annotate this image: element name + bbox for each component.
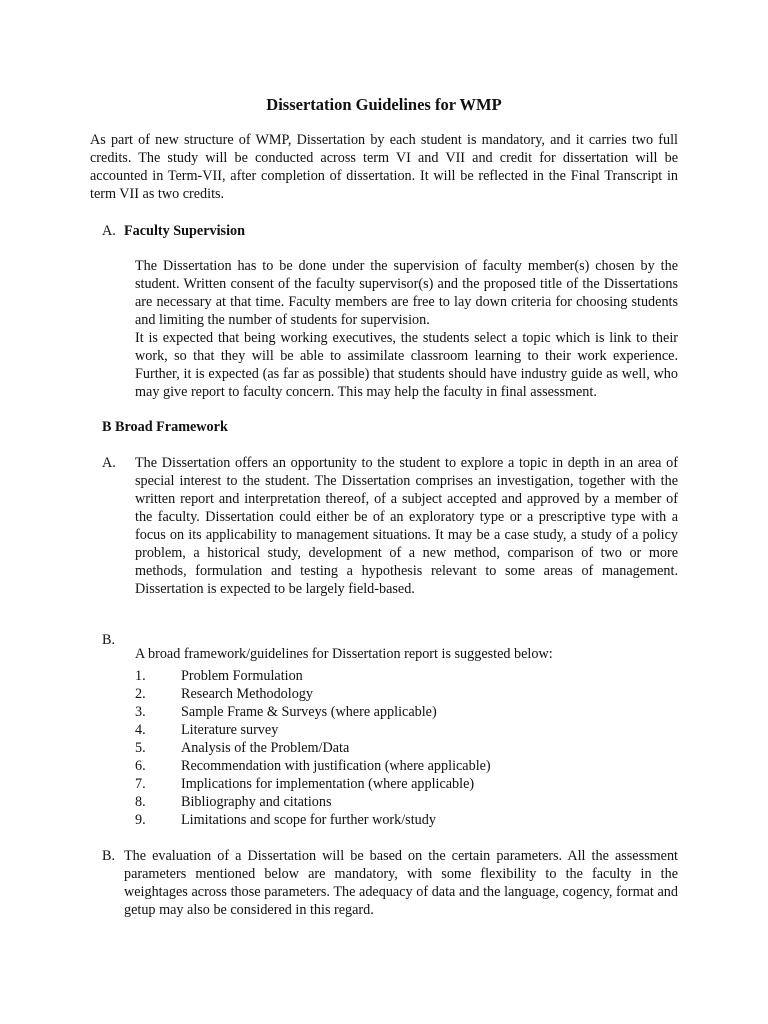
list-item-text: Analysis of the Problem/Data <box>181 740 350 756</box>
section-b-item-b-marker: B. <box>102 632 116 648</box>
section-a-heading-row <box>102 222 245 240</box>
list-item-number: 2. <box>135 686 146 702</box>
list-item-text: Problem Formulation <box>181 668 303 684</box>
list-item-text: Research Methodology <box>181 686 313 702</box>
list-item-text: Bibliography and citations <box>181 794 332 810</box>
list-item <box>135 667 655 685</box>
list-item-number: 8. <box>135 794 146 810</box>
list-item <box>135 775 655 793</box>
list-item <box>135 685 655 703</box>
list-item-number: 4. <box>135 722 146 738</box>
list-item <box>135 721 655 739</box>
list-item-number: 7. <box>135 776 146 792</box>
section-b-item-a-text: The Dissertation offers an opportunity to the student to explore a topic in depth in an area of special interest to the student. The Dissertation comprises an investigation, together with the written report and interpretation thereof, of a subject accepted and approved by a member of the faculty. Dissertation could either be of an exploratory type or a prescriptive type with a focus on its applicability to management situations. It may be a case study, a study of a policy problem, a historical study, development of a new method, comparison of two or more methods, formulation and testing a hypothesis relevant to some areas of management. Dissertation is expected to be largely field-based. <box>135 455 678 597</box>
list-item-text: Limitations and scope for further work/study <box>181 812 436 828</box>
list-item-number: 1. <box>135 668 146 684</box>
section-b-item-b-text: A broad framework/guidelines for Dissertation report is suggested below: <box>135 646 553 663</box>
section-a-paragraph-1: The Dissertation has to be done under the supervision of faculty member(s) chosen by the student. Written consent of the faculty supervisor(s) and the proposed title of the Dissertations are necessary at that time. Faculty members are free to lay down criteria for choosing students and limiting the number of students for supervision. <box>135 258 678 328</box>
section-a-marker: A. <box>102 223 116 239</box>
section-a-heading: Faculty Supervision <box>124 223 246 239</box>
section-b-item-b2-marker: B. <box>102 848 116 864</box>
intro-paragraph: As part of new structure of WMP, Dissertation by each student is mandatory, and it carries two full credits. The study will be conducted across term VI and VII and credit for dissertation will be accounted in Term-VII, after completion of dissertation. It will be reflected in the Final Transcript in term VII as two credits. <box>90 132 678 202</box>
list-item-number: 9. <box>135 812 146 828</box>
list-item-number: 3. <box>135 704 146 720</box>
list-item-text: Sample Frame & Surveys (where applicable) <box>181 704 437 720</box>
list-item <box>135 811 655 829</box>
section-b-item-b2-text: The evaluation of a Dissertation will be based on the certain parameters. All the assessment parameters mentioned below are mandatory, with some flexibility to the faculty in the weightages across those parameters. The adequacy of data and the language, cogency, format and getup may also be considered in this regard. <box>124 848 678 918</box>
list-item <box>135 739 655 757</box>
document-title: Dissertation Guidelines for WMP <box>266 95 502 114</box>
list-item-text: Recommendation with justification (where applicable) <box>181 758 491 774</box>
list-item-text: Implications for implementation (where applicable) <box>181 776 475 792</box>
list-item <box>135 703 655 721</box>
list-item <box>135 793 655 811</box>
list-item-number: 6. <box>135 758 146 774</box>
section-a-paragraph-2: It is expected that being working executives, the students select a topic which is link to their work, so that they will be able to assimilate classroom learning to their work experience. Further, it is expected (as far as possible) that students should have industry guide as well, who may give report to faculty concern. This may help the faculty in final assessment. <box>135 330 678 400</box>
section-b-item-a-marker: A. <box>102 455 116 471</box>
list-item-text: Literature survey <box>181 722 279 738</box>
list-item <box>135 757 655 775</box>
list-item-number: 5. <box>135 740 146 756</box>
section-b-heading: B Broad Framework <box>102 419 228 435</box>
